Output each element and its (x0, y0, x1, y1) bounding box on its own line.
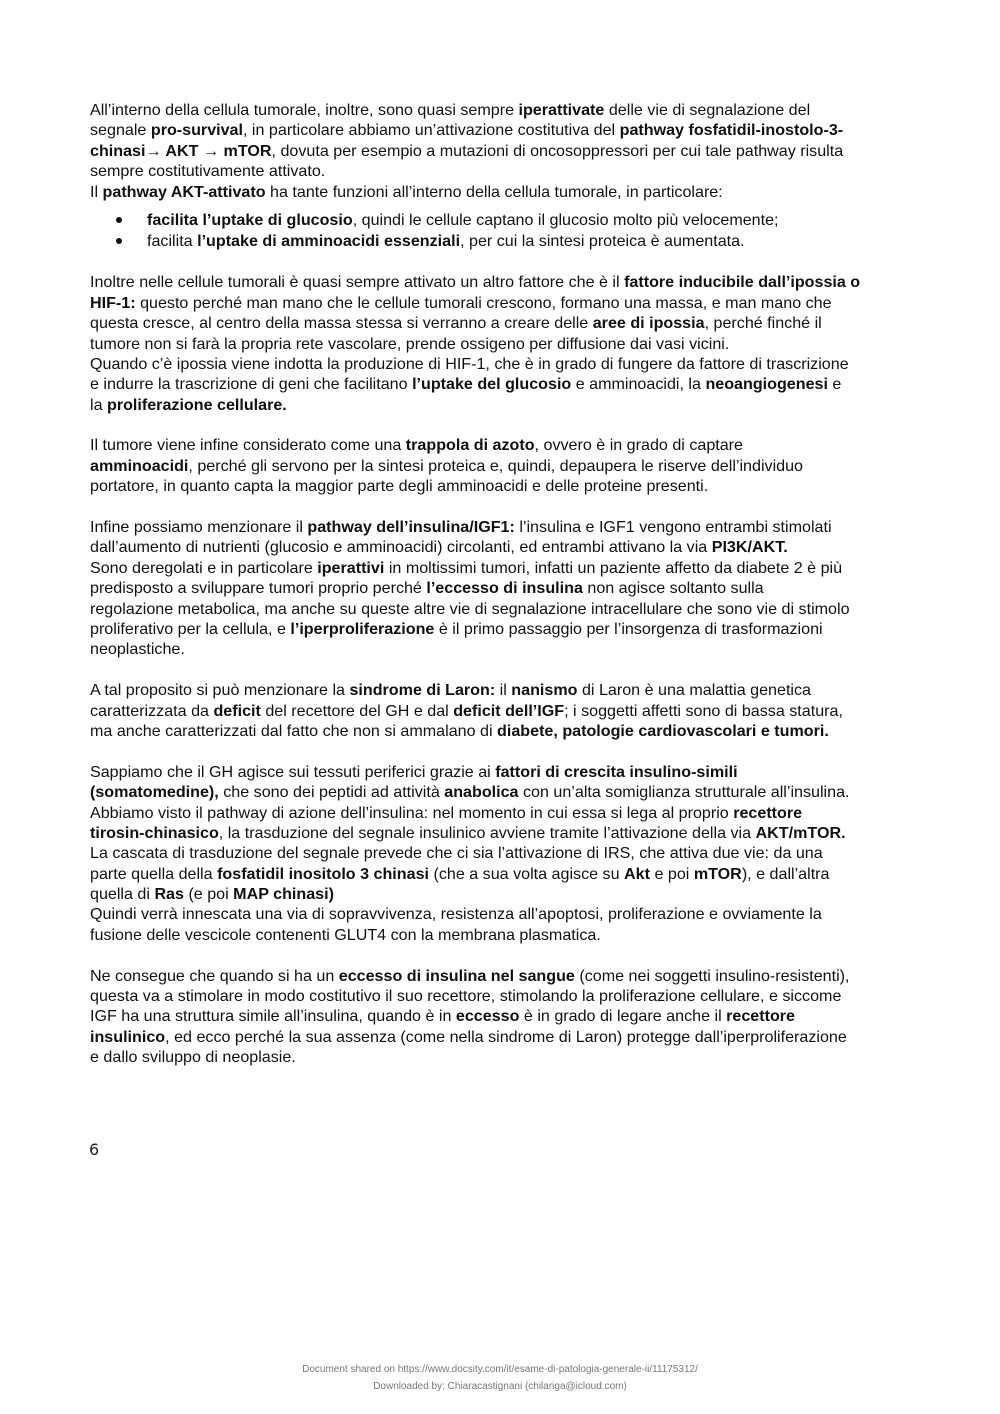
text-line (90, 100, 940, 120)
text-span: neoplastiche. (90, 640, 185, 659)
text-span: ha tante funzioni all’interno della cellula tumorale, in particolare: (265, 182, 723, 201)
text-span: , quindi le cellule captano il glucosio molto più velocemente; (352, 210, 779, 229)
text-span: A tal proposito si può menzionare la (90, 681, 350, 700)
text-span: di Laron è una malattia genetica (577, 681, 812, 700)
text-line (90, 619, 940, 639)
bold-text: sindrome di Laron: (349, 681, 496, 700)
bold-text: l’uptake del glucosio (412, 375, 572, 394)
text-span: regolazione metabolica, ma anche su queste altre vie di segnalazione intracellulare che sono vie di stimolo (90, 599, 850, 618)
bold-text: (somatomedine), (90, 783, 219, 802)
text-line (90, 966, 940, 986)
text-span: questa va a stimolare in modo costitutivo il suo recettore, stimolando la proliferazione cellulare, e siccome (90, 987, 842, 1006)
text-line (90, 701, 940, 721)
intro-section (90, 100, 940, 202)
bold-text: aree di ipossia (592, 314, 705, 333)
text-line (90, 456, 940, 476)
bold-text: HIF-1: (90, 293, 136, 312)
text-line (90, 599, 940, 619)
text-line (90, 680, 940, 700)
text-line (90, 354, 940, 374)
bold-text: pathway AKT-attivato (102, 182, 266, 201)
text-span: segnale (90, 121, 151, 140)
text-line (90, 182, 940, 202)
bold-text: pro-survival (150, 121, 243, 140)
text-span: è il primo passaggio per l’insorgenza di trasformazioni (434, 619, 823, 638)
bold-text: iperattivate (518, 101, 605, 119)
text-span: ma anche caratterizzati dal fatto che non si ammalano di (90, 721, 498, 740)
text-line (90, 864, 940, 884)
bold-text: nanismo (511, 681, 578, 700)
text-span: , dovuta per esempio a mutazioni di oncosoppressori per cui tale pathway risulta (271, 141, 844, 160)
text-span: Infine possiamo menzionare il (90, 518, 308, 537)
text-span: fusione delle vescicole contenenti GLUT4 con la membrana plasmatica. (90, 925, 601, 944)
bullet-list (90, 210, 940, 252)
text-span: , la trasduzione del segnale insulinico avviene tramite l’attivazione della via (218, 823, 756, 842)
bold-text: fattori di crescita insulino-simili (495, 762, 738, 781)
bold-text: PI3K/AKT. (711, 538, 788, 557)
bold-text: tirosin-chinasico (90, 823, 219, 842)
text-span: , per cui la sintesi proteica è aumentata. (460, 231, 745, 250)
bullet-item (90, 231, 940, 252)
text-span: Abbiamo visto il pathway di azione dell’insulina: nel momento in cui essa si lega al proprio (90, 803, 734, 822)
page-number: 6 (89, 1140, 100, 1159)
text-line (90, 1006, 940, 1026)
bold-text: pathway dell’insulina/IGF1: (307, 518, 515, 537)
text-span: (e poi (183, 885, 234, 904)
text-line (90, 721, 940, 741)
text-span: sempre costitutivamente attivato. (90, 162, 326, 181)
text-line (90, 782, 940, 802)
bold-text: anabolica (444, 783, 519, 802)
bold-text: l’eccesso di insulina (426, 579, 583, 598)
text-line (90, 884, 940, 904)
bold-text: AKT/mTOR. (755, 823, 846, 842)
paragraph (90, 762, 940, 946)
bold-text: facilita l’uptake di glucosio (147, 210, 353, 229)
text-span: Quando c’è ipossia viene indotta la produzione di HIF-1, che è in grado di fungere da fattore di trascrizione (90, 354, 849, 373)
text-span: Ne consegue che quando si ha un (90, 966, 339, 985)
text-line (90, 476, 940, 496)
text-span: ; i soggetti affetti sono di bassa statura, (564, 701, 843, 720)
bold-text: proliferazione cellulare. (107, 395, 287, 414)
text-span: e poi (649, 864, 694, 883)
text-line (90, 578, 940, 598)
text-line (90, 161, 940, 181)
text-span: IGF ha una struttura simile all’insulina, quando è in (90, 1007, 456, 1026)
bold-text: deficit dell’IGF (453, 701, 565, 720)
text-line (90, 823, 940, 843)
bold-text: trappola di azoto (405, 436, 535, 455)
text-line (90, 1027, 940, 1047)
text-span: che sono dei peptidi ad attività (218, 783, 445, 802)
bullet-dot-icon (116, 238, 122, 244)
main-section (90, 272, 940, 1067)
text-span: , ed ecco perché la sua assenza (come nella sindrome di Laron) protegge dall’iperproliferazione (165, 1027, 847, 1046)
text-span: con un’alta somiglianza strutturale all’insulina. (518, 783, 850, 802)
text-span: questa cresce, al centro della massa stessa si verranno a creare delle (90, 314, 593, 333)
text-line (90, 639, 940, 659)
text-span: , perché finché il (704, 314, 822, 333)
text-span: Sappiamo che il GH agisce sui tessuti periferici grazie ai (90, 762, 496, 781)
text-line (90, 435, 940, 455)
text-span: facilita (147, 231, 198, 250)
paragraph (90, 517, 940, 660)
text-span: delle vie di segnalazione del (604, 101, 811, 119)
text-span: tumore non si farà la propria rete vascolare, prende ossigeno per diffusione dai vasi vicini. (90, 334, 730, 353)
text-span: il (495, 681, 512, 700)
text-span: e amminoacidi, la (571, 375, 706, 394)
text-line (90, 537, 940, 557)
text-line (90, 762, 940, 782)
footer-shared-link: Document shared on https://www.docsity.com/it/esame-di-patologia-generale-ii/11175312/ (302, 1364, 698, 1375)
page-content (90, 100, 940, 1088)
text-line (90, 395, 940, 415)
text-line (90, 120, 940, 140)
bold-text: Ras (154, 885, 184, 904)
paragraph (90, 272, 940, 415)
bold-text: eccesso (455, 1007, 520, 1026)
paragraph (90, 100, 940, 202)
text-line (90, 843, 940, 863)
bold-text: chinasi→ AKT → mTOR (90, 141, 272, 160)
bold-text: eccesso di insulina nel sangue (338, 966, 575, 985)
text-span: La cascata di trasduzione del segnale prevede che ci sia l’attivazione di IRS, che attiva due vie: da una (90, 844, 823, 863)
text-span: caratterizzata da (90, 701, 214, 720)
text-span: (come nei soggetti insulino-resistenti), (574, 966, 850, 985)
text-line (90, 517, 940, 537)
text-span: e (827, 375, 842, 394)
text-line (90, 313, 940, 333)
text-span: dall’aumento di nutrienti (glucosio e amminoacidi) circolanti, ed entrambi attivano la via (90, 538, 712, 557)
bold-text: deficit (213, 701, 261, 720)
text-line (90, 803, 940, 823)
text-span: ), e dall’altra (741, 864, 830, 883)
bold-text: insulinico (90, 1027, 166, 1046)
paragraph (90, 966, 940, 1068)
bold-text: neoangiogenesi (705, 375, 828, 394)
bold-text: mTOR (693, 864, 742, 883)
text-span: Sono deregolati e in particolare (90, 558, 318, 577)
bold-text: recettore (726, 1007, 796, 1026)
text-span: parte quella della (90, 864, 218, 883)
text-span: l’insulina e IGF1 vengono entrambi stimolati (514, 518, 832, 537)
bold-text: Akt (624, 864, 650, 883)
paragraph (90, 435, 940, 496)
text-span: , perché gli servono per la sintesi proteica e, quindi, depaupera le riserve dell’individuo (188, 456, 803, 475)
text-line (90, 1047, 940, 1067)
text-span: non agisce soltanto sulla (582, 579, 764, 598)
bold-text: pathway fosfatidil-inostolo-3- (619, 121, 844, 140)
text-span: Inoltre nelle cellule tumorali è quasi sempre attivato un altro fattore che è il (90, 273, 625, 292)
paragraph (90, 680, 940, 741)
text-span: Il tumore viene infine considerato come una (90, 436, 406, 455)
text-span: proliferativo per la cellula, e (90, 619, 291, 638)
text-span: quella di (90, 885, 155, 904)
bold-text: l’iperproliferazione (290, 619, 435, 638)
bold-text: amminoacidi (90, 456, 189, 475)
text-line (90, 904, 940, 924)
bold-text: l’uptake di amminoacidi essenziali (197, 231, 461, 250)
text-span: è in grado di legare anche il (519, 1007, 727, 1026)
text-span: Quindi verrà innescata una via di sopravvivenza, resistenza all’apoptosi, proliferazione e ovviamente la (90, 905, 822, 924)
text-span: predisposto a sviluppare tumori proprio perché (90, 579, 427, 598)
bold-text: iperattivi (317, 558, 385, 577)
bold-text: MAP chinasi) (233, 885, 334, 904)
bold-text: fattore inducibile dall’ipossia o (624, 273, 861, 292)
text-line (90, 925, 940, 945)
text-line (90, 141, 940, 161)
text-line (90, 986, 940, 1006)
text-span: , ovvero è in grado di captare (534, 436, 743, 455)
bullet-item (90, 210, 940, 231)
text-span: , in particolare abbiamo un’attivazione costitutiva del (242, 121, 620, 140)
bullet-dot-icon (116, 217, 122, 223)
text-span: e indurre la trascrizione di geni che facilitano (90, 375, 413, 394)
text-line (90, 374, 940, 394)
text-span: All’interno della cellula tumorale, inoltre, sono quasi sempre (90, 101, 519, 119)
text-span: e dallo sviluppo di neoplasie. (90, 1048, 296, 1067)
bold-text: recettore (733, 803, 803, 822)
text-span: del recettore del GH e dal (260, 701, 454, 720)
text-span: questo perché man mano che le cellule tumorali crescono, formano una massa, e man mano che (135, 293, 832, 312)
text-line (90, 293, 940, 313)
bold-text: diabete, patologie cardiovascolari e tumori. (497, 721, 829, 740)
text-line (90, 334, 940, 354)
footer-downloaded-by: Downloaded by: Chiaracastignani (chilariga@icloud.com) (373, 1381, 627, 1392)
text-span: (che a sua volta agisce su (429, 864, 625, 883)
text-span: la (90, 395, 107, 414)
bold-text: fosfatidil inositolo 3 chinasi (217, 864, 429, 883)
text-span: in moltissimi tumori, infatti un paziente affetto da diabete 2 è più (384, 558, 843, 577)
text-line (90, 558, 940, 578)
text-span: portatore, in quanto capta la maggior parte degli amminoacidi e delle proteine presenti. (90, 477, 709, 496)
text-span: Il (90, 182, 103, 201)
text-line (90, 272, 940, 292)
